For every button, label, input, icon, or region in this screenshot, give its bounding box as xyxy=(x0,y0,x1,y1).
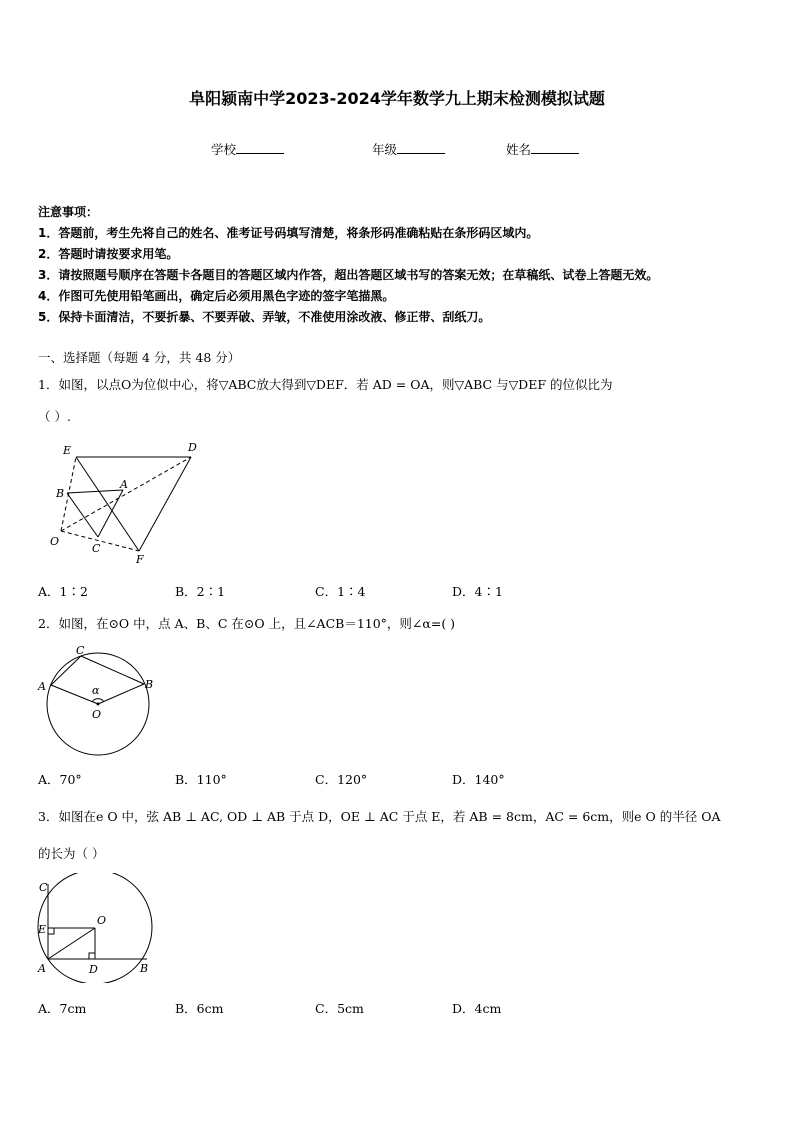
name-label: 姓名 xyxy=(506,142,532,157)
label-A: A xyxy=(38,962,46,975)
note-item: 3．请按照题号顺序在答题卡各题目的答题区域内作答，超出答题区域书写的答案无效；在草稿纸、试卷上答题无效。 xyxy=(38,268,659,282)
label-C: C xyxy=(39,881,48,894)
label-O: O xyxy=(97,914,107,927)
name-blank xyxy=(531,141,579,154)
question-1-stem-cont: （ ）. xyxy=(38,409,71,424)
label-O: O xyxy=(92,708,102,721)
question-2-stem: 2．如图，在⊙O 中，点 A、B、C 在⊙O 上，且∠ACB＝110°，则∠α=( ) xyxy=(38,616,456,631)
label-B: B xyxy=(140,962,149,975)
question-1-option-c[interactable]: C．1∶4 xyxy=(315,584,366,599)
label-A: A xyxy=(38,680,46,693)
label-D: D xyxy=(89,963,98,976)
notes-heading: 注意事项： xyxy=(38,205,99,219)
label-E: E xyxy=(38,923,47,936)
question-3-option-b[interactable]: B．6cm xyxy=(175,1001,224,1016)
label-D: D xyxy=(188,441,197,454)
question-3-option-d[interactable]: D．4cm xyxy=(452,1001,502,1016)
note-item: 4．作图可先使用铅笔画出，确定后必须用黑色字迹的签字笔描黑。 xyxy=(38,289,395,303)
label-C: C xyxy=(76,644,85,657)
question-2-option-a[interactable]: A．70° xyxy=(38,772,82,787)
question-2-figure xyxy=(34,640,164,764)
label-E: E xyxy=(63,444,72,457)
label-O: O xyxy=(50,535,60,548)
label-F: F xyxy=(136,553,144,566)
question-3-stem: 3．如图在e O 中，弦 AB ⊥ AC, OD ⊥ AB 于点 D，OE ⊥ AC 于点 E，若 AB = 8cm，AC = 6cm，则e O 的半径 OA xyxy=(38,809,721,824)
question-1-option-b[interactable]: B．2∶1 xyxy=(175,584,226,599)
question-1-option-d[interactable]: D．4∶1 xyxy=(452,584,503,599)
name-field xyxy=(506,140,579,158)
note-item: 2．答题时请按要求用笔。 xyxy=(38,247,179,261)
question-2-option-d[interactable]: D．140° xyxy=(452,772,505,787)
label-C: C xyxy=(92,542,101,555)
section-heading: 一、选择题（每题 4 分，共 48 分） xyxy=(38,350,241,365)
question-3-option-a[interactable]: A．7cm xyxy=(38,1001,87,1016)
label-B: B xyxy=(145,678,154,691)
grade-label: 年级 xyxy=(372,142,398,157)
label-alpha: α xyxy=(92,684,100,697)
note-item: 5．保持卡面清洁，不要折暴、不要弄破、弄皱，不准使用涂改液、修正带、刮纸刀。 xyxy=(38,310,491,324)
question-2-option-b[interactable]: B．110° xyxy=(175,772,227,787)
question-1-stem: 1．如图，以点O为位似中心，将▽ABC放大得到▽DEF．若 AD = OA，则▽ABC 与▽DEF 的位似比为 xyxy=(38,377,613,392)
question-1-figure xyxy=(45,438,205,566)
question-1-option-a[interactable]: A．1∶2 xyxy=(38,584,88,599)
grade-blank xyxy=(397,141,445,154)
page-title: 阜阳颍南中学2023-2024学年数学九上期末检测模拟试题 xyxy=(189,89,605,108)
grade-field xyxy=(372,140,445,158)
school-blank xyxy=(236,141,284,154)
question-3-option-c[interactable]: C．5cm xyxy=(315,1001,364,1016)
label-A: A xyxy=(120,478,128,491)
label-B: B xyxy=(56,487,65,500)
question-3-figure xyxy=(34,873,158,983)
school-field xyxy=(211,140,284,158)
question-2-option-c[interactable]: C．120° xyxy=(315,772,368,787)
question-3-stem-cont: 的长为（ ） xyxy=(38,846,105,861)
note-item: 1．答题前，考生先将自己的姓名、准考证号码填写清楚，将条形码准确粘贴在条形码区域内。 xyxy=(38,226,539,240)
school-label: 学校 xyxy=(211,142,237,157)
